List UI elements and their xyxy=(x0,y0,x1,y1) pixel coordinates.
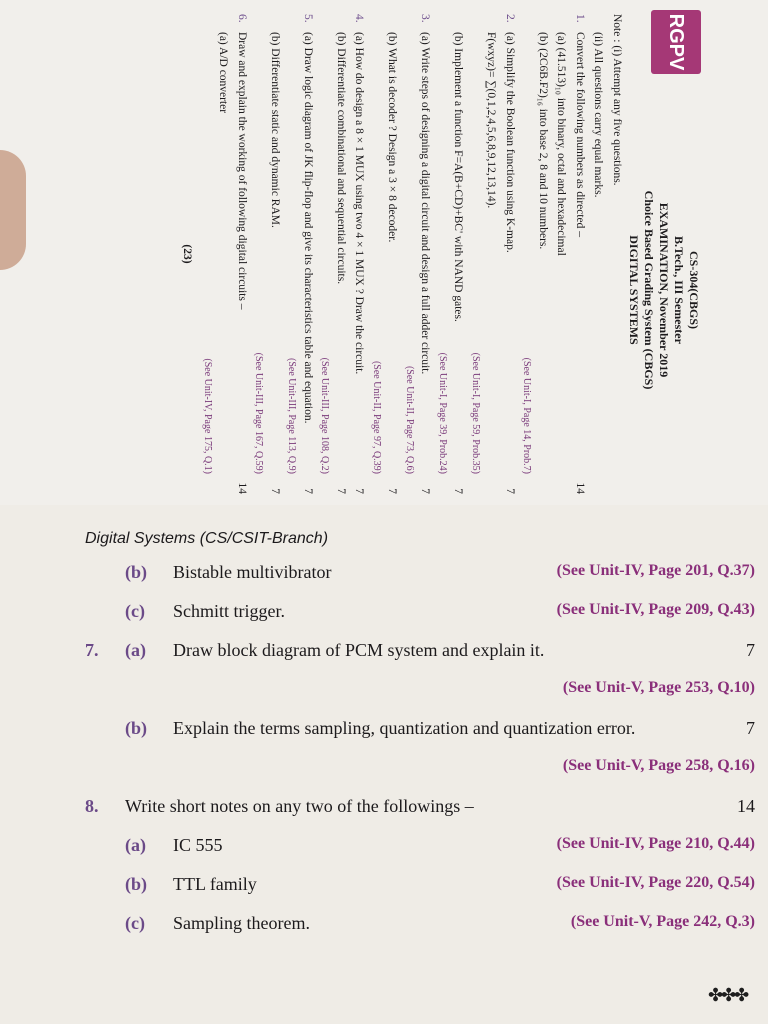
note-1: Note : (i) Attempt any five questions. xyxy=(611,14,623,186)
end-ornament: ✤✤✤ xyxy=(708,985,748,1005)
course-code: CS-304(CBGS) xyxy=(687,250,701,329)
question-1b: (b) (2C6B.F2)₁₆ into base 2, 8 and 10 numbers. (See Unit-I, Page 14, Prob.7) xyxy=(521,32,549,474)
question-8c: (c) Sampling theorem. (See Unit-V, Page 242, Q.3) xyxy=(125,913,755,933)
semester: B.Tech., III Semester xyxy=(672,236,686,344)
question-7b-ref: (See Unit-V, Page 258, Q.16) xyxy=(562,757,755,774)
question-list xyxy=(179,14,627,494)
question-1: 1.Convert the following numbers as directed – 14 xyxy=(573,14,586,494)
exam-header xyxy=(626,80,701,500)
question-4a: 4.(a) How do design a 8 × 1 MUX using two 4 × 1 MUX ? Draw the circuit. 7 xyxy=(353,14,366,494)
question-5a: 5.(a) Draw logic diagram of JK flip-flop and give its characteristics table and equation. 7 (See Unit-III, Page 113, Q.9) xyxy=(286,14,314,494)
main-page xyxy=(85,530,755,952)
question-3a: 3.(a) Write steps of designing a digital circuit and design a full adder circuit. 7 (See Unit-II, Page 73, Q.6) xyxy=(403,14,432,494)
grading-system: Choice Based Grading System (CBGS) xyxy=(642,190,656,390)
question-6b: (b) Bistable multivibrator (See Unit-IV, Page 201, Q.37) xyxy=(125,562,755,582)
question-2a: 2.(a) Simplify the Boolean function using K-map. 7 xyxy=(503,14,516,494)
note-label: Note : xyxy=(611,14,623,43)
question-7a-ref: (See Unit-V, Page 253, Q.10) xyxy=(562,679,755,696)
rotated-page-photo xyxy=(0,0,768,505)
question-7b: (b) Explain the terms sampling, quantization and quantization error. 7 xyxy=(125,718,755,738)
note-2: (ii) All questions carry equal marks. xyxy=(592,32,605,198)
rgpv-logo: RGPV xyxy=(651,10,701,74)
question-5b: (b) Differentiate static and dynamic RAM. 7 (See Unit-III, Page 167, Q.59) xyxy=(253,32,281,494)
subject-title: Digital Systems (CS/CSIT-Branch) xyxy=(85,530,329,547)
question-2b: (b) Implement a function F=A(B+CD)+BC' with NAND gates. 7 (See Unit-I, Page 39, Prob.24) xyxy=(436,32,465,494)
question-6a: (a) A/D converter (See Unit-IV, Page 175, Q.1) xyxy=(201,32,230,474)
question-1a: (a) (41.513)₁₀ into binary, octal and hexadecimal xyxy=(555,32,568,256)
question-6: 6.Draw and explain the working of following digital circuits – 14 xyxy=(235,14,248,494)
question-8a: (a) IC 555 (See Unit-IV, Page 210, Q.44) xyxy=(125,835,755,855)
question-2a-function: F(wxyz)= ∑(0,1,2,4,5,6,8,9,12,13,14). (See Unit-I, Page 59, Prob.35) xyxy=(469,32,498,474)
rotated-page xyxy=(5,0,705,505)
exam-session: EXAMINATION, November 2019 xyxy=(657,202,671,378)
question-6c: (c) Schmitt trigger. (See Unit-IV, Page 209, Q.43) xyxy=(125,601,755,621)
question-8: 8. Write short notes on any two of the followings – 14 xyxy=(85,796,755,816)
page-number: (23) xyxy=(181,244,194,264)
question-4b: (b) Differentiate combinational and sequential circuits. 7 (See Unit-III, Page 108, Q.2) xyxy=(319,32,347,494)
question-7a: 7. (a) Draw block diagram of PCM system and explain it. 7 xyxy=(85,640,755,660)
question-8b: (b) TTL family (See Unit-IV, Page 220, Q.54) xyxy=(125,874,755,894)
question-3b: (b) What is decoder ? Design a 3 × 8 decoder. 7 (See Unit-II, Page 97, Q.39) xyxy=(370,32,399,494)
subject-name: DIGITAL SYSTEMS xyxy=(627,235,641,345)
